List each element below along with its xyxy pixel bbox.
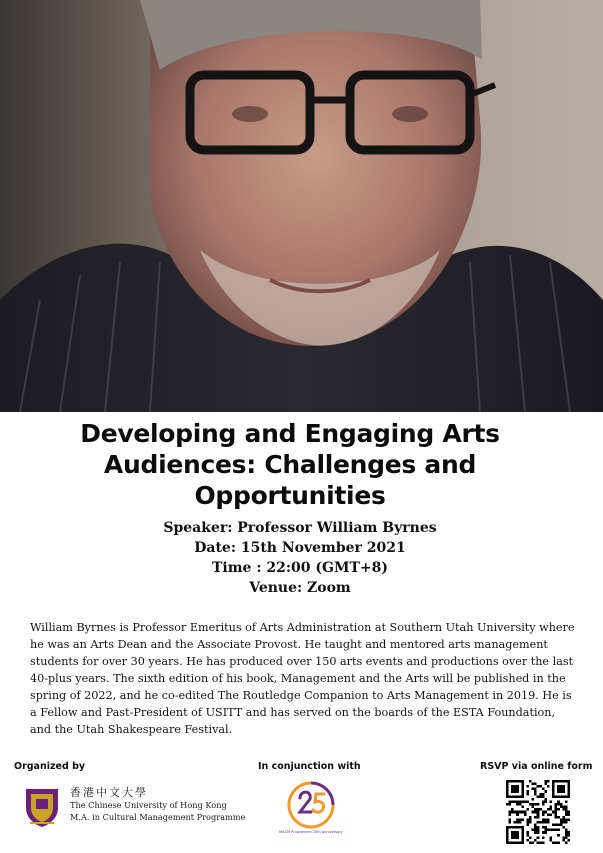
conjunction-label: In conjunction with	[258, 761, 361, 772]
cuhk-logo	[22, 786, 246, 830]
title-line: Developing and Engaging Arts	[80, 419, 500, 448]
time-line: Time : 22:00 (GMT+8)	[212, 560, 388, 576]
anniversary-caption: MACM Programme 20th Anniversary	[279, 830, 343, 834]
event-title	[40, 418, 540, 511]
venue-line: Venue: Zoom	[249, 580, 351, 596]
date-line: Date: 15th November 2021	[194, 540, 406, 556]
programme-name: M.A. in Cultural Management Programme	[70, 812, 246, 822]
speaker-bio: William Byrnes is Professor Emeritus of Arts Administration at Southern Utah University where he was an Arts Dean and the Associate Provost. He taught and mentored arts management students for over 30 years. He has produced over 150 arts events and productions over the last 40-plus years. The sixth edition of his book, Management and the Arts will be published in the spring of 2022, and he co-edited The Routledge Companion to Arts Management in 2019. He is a Fellow and Past-President of USITT and has served on the boards of the ESTA Foundation, and the Utah Shakespeare Festival.	[30, 621, 575, 736]
qr-code-icon	[506, 780, 570, 844]
title-line: Opportunities	[194, 481, 386, 510]
speaker-line: Speaker: Professor William Byrnes	[163, 520, 437, 536]
speaker-photo	[0, 0, 603, 412]
speaker-portrait	[0, 0, 603, 412]
twenty-five-anniversary-icon	[276, 780, 346, 830]
cuhk-chinese-name: 香港中文大學	[70, 786, 148, 799]
organized-by-label: Organized by	[14, 761, 86, 772]
anniversary-logo	[276, 780, 346, 838]
rsvp-qr-code[interactable]	[506, 780, 570, 844]
rsvp-label: RSVP via online form	[480, 761, 593, 772]
event-details	[100, 518, 500, 598]
title-line: Audiences: Challenges and	[103, 450, 477, 479]
cuhk-english-name: The Chinese University of Hong Kong	[70, 800, 227, 810]
cuhk-crest-icon	[22, 786, 62, 828]
